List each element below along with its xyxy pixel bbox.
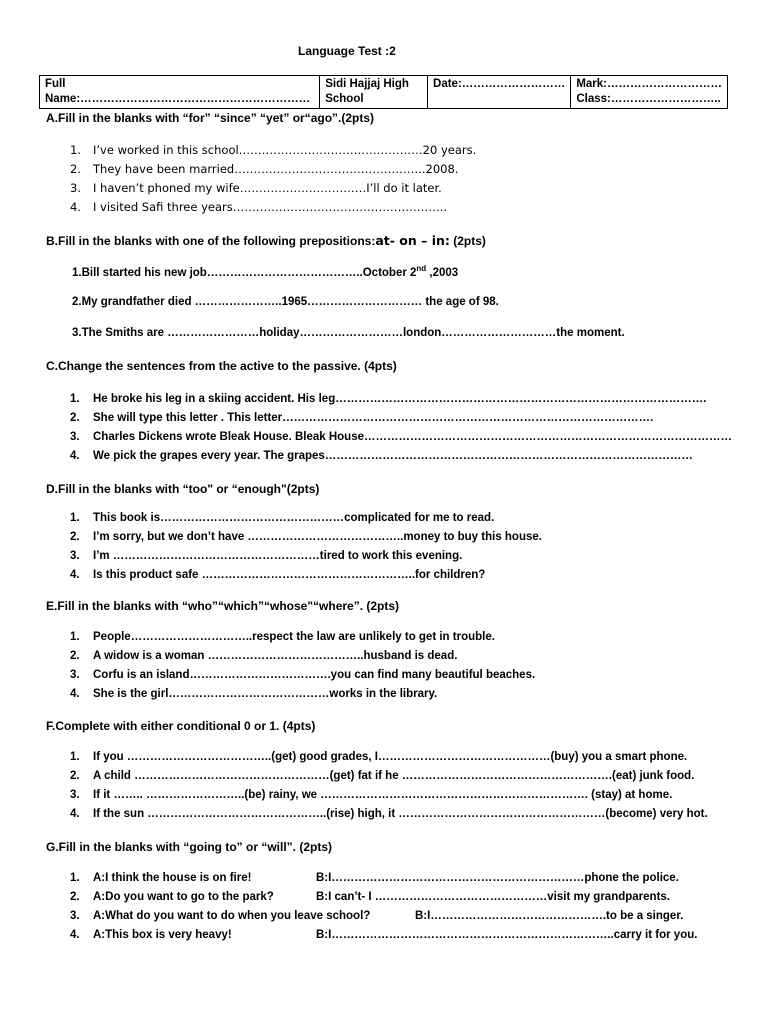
- list-item[interactable]: [70, 547, 542, 566]
- list-item[interactable]: [70, 805, 708, 824]
- item-text: Charles Dickens wrote Bleak House. Bleak House……………………………………………………………………………………: [93, 431, 732, 443]
- list-item[interactable]: [70, 666, 535, 685]
- section-b-title-b: at- on – in:: [375, 233, 450, 248]
- school-cell: [320, 76, 428, 109]
- page-title: Language Test :2: [298, 44, 396, 58]
- class-label: Class:………………………..: [576, 93, 721, 105]
- item-number: 1.: [70, 393, 80, 405]
- date-label: Date:………………………: [433, 78, 566, 90]
- dialogue-a: A:I think the house is on fire!: [93, 872, 252, 884]
- item-number: 2.: [70, 412, 80, 424]
- item-text: A child ……………………………………………(get) fat if he ……………………………………………….(eat) junk food.: [93, 770, 695, 782]
- item-text: She is the girl……………………………………works in the library.: [93, 688, 438, 700]
- item-text: If you ………………………………..(get) good grades, I………………………………………(buy) you a smart phone.: [93, 751, 688, 763]
- item-text: They have been married…………………………………………..2008.: [93, 162, 459, 176]
- list-item[interactable]: [70, 786, 708, 805]
- item-number: 4.: [70, 688, 80, 700]
- item-number: 2.: [70, 770, 80, 782]
- item-number: 3.: [70, 431, 80, 443]
- item-number: 4.: [70, 569, 80, 581]
- item-number: 1.: [70, 512, 80, 524]
- section-b-line-3[interactable]: 3.The Smiths are ……………………holiday………………………london…………………………the moment.: [72, 327, 625, 339]
- school-line-1: Sidi Hajjaj High: [325, 78, 409, 90]
- item-text: I’ve worked in this school…………………………………………20 years.: [93, 143, 477, 157]
- list-item[interactable]: [70, 888, 670, 907]
- list-item[interactable]: [70, 198, 476, 217]
- full-name-label-2: Name:……………………………………………………: [45, 93, 311, 105]
- item-text: People…………………………..respect the law are unlikely to get in trouble.: [93, 631, 495, 643]
- section-b-line-1[interactable]: [72, 264, 458, 279]
- list-item[interactable]: [70, 447, 732, 466]
- item-text: He broke his leg in a skiing accident. His leg…………………………………………………………………………………….: [93, 393, 707, 405]
- item-number: 1.: [70, 631, 80, 643]
- item-number: 2.: [70, 162, 81, 176]
- item-number: 1.: [70, 143, 81, 157]
- section-b-line-2[interactable]: 2.My grandfather died …………………..1965………………………… the age of 98.: [72, 296, 499, 308]
- list-item[interactable]: [70, 509, 542, 528]
- dialogue-b: B:I………………………………………………………………..carry it for you.: [316, 929, 698, 941]
- date-cell[interactable]: [428, 76, 571, 109]
- list-item[interactable]: [70, 179, 476, 198]
- item-text: I’m ………………………………………………tired to work this evening.: [93, 550, 463, 562]
- dialogue-b: B:I…………………………………………………………phone the police.: [316, 872, 679, 884]
- section-c-list: [70, 390, 732, 466]
- item-text: Corfu is an island……………………………….you can find many beautiful beaches.: [93, 669, 536, 681]
- list-item[interactable]: [70, 409, 732, 428]
- section-d-title: D.Fill in the blanks with “too" or “enough"(2pts): [46, 482, 320, 496]
- list-item[interactable]: [70, 748, 708, 767]
- list-item[interactable]: [70, 428, 732, 447]
- dialogue-b: B:I……………………………………….to be a singer.: [415, 910, 684, 922]
- item-number: 4.: [70, 200, 81, 214]
- dialogue-a: A:Do you want to go to the park?: [93, 891, 274, 903]
- list-item[interactable]: [70, 685, 535, 704]
- item-text: I haven’t phoned my wife……………………………I’ll do it later.: [93, 181, 442, 195]
- list-item[interactable]: [70, 767, 708, 786]
- section-a-list: [70, 141, 476, 217]
- item-number: 4.: [70, 808, 80, 820]
- dialogue-a: A:What do you want to do when you leave school?: [93, 910, 371, 922]
- item-number: 2.: [70, 531, 80, 543]
- list-item[interactable]: [70, 647, 535, 666]
- item-number: 3.: [70, 789, 80, 801]
- section-b-title: [46, 233, 486, 248]
- list-item[interactable]: [70, 528, 542, 547]
- list-item[interactable]: [70, 390, 732, 409]
- full-name-label-1: Full: [45, 78, 66, 90]
- list-item[interactable]: [70, 926, 698, 945]
- section-g-title: G.Fill in the blanks with “going to” or “will”. (2pts): [46, 840, 332, 854]
- section-f-list: [70, 748, 708, 824]
- item-text: If it …….. ……………………..(be) rainy, we ……………………………………………………………. (stay) at home.: [93, 789, 673, 801]
- item-number: 1.: [70, 872, 80, 884]
- section-a-title: A.Fill in the blanks with “for” “since” “yet” or“ago”.(2pts): [46, 111, 375, 125]
- section-f-title: F.Complete with either conditional 0 or 1. (4pts): [46, 719, 316, 733]
- line-1-sup: nd: [416, 264, 427, 273]
- dialogue-a: A:This box is very heavy!: [93, 929, 232, 941]
- section-e-list: [70, 628, 535, 704]
- item-text: This book is…………………………………………complicated for me to read.: [93, 512, 495, 524]
- list-item[interactable]: [70, 869, 679, 888]
- item-text: I visited Safi three years………………………………………………..: [93, 200, 448, 214]
- item-number: 1.: [70, 751, 80, 763]
- item-number: 3.: [70, 910, 80, 922]
- item-number: 4.: [70, 450, 80, 462]
- item-number: 3.: [70, 669, 80, 681]
- list-item[interactable]: [70, 160, 476, 179]
- item-text: She will type this letter . This letter…………………………………………………………………………………….: [93, 412, 654, 424]
- section-b-title-a: B.Fill in the blanks with one of the following prepositions:: [46, 234, 376, 248]
- item-text: I’m sorry, but we don’t have …………………………………..money to buy this house.: [93, 531, 542, 543]
- item-number: 3.: [70, 181, 81, 195]
- item-number: 2.: [70, 650, 80, 662]
- mark-label: Mark:…………………………: [576, 78, 722, 90]
- full-name-cell[interactable]: [40, 76, 320, 109]
- line-1-text-end: ,2003: [426, 266, 459, 279]
- mark-class-cell[interactable]: [571, 76, 728, 109]
- item-text: We pick the grapes every year. The grapes……………………………………………………………………………………: [93, 450, 693, 462]
- dialogue-b: B:I can’t- I ………………………………………visit my grandparents.: [316, 891, 670, 903]
- list-item[interactable]: [70, 141, 476, 160]
- section-b-title-c: (2pts): [449, 234, 486, 248]
- section-e-title: E.Fill in the blanks with “who”“which”“whose"“where”. (2pts): [46, 599, 400, 613]
- item-text: If the sun ………………………………………..(rise) high, it ………………………………………………(become) very hot.: [93, 808, 708, 820]
- school-line-2: School: [325, 93, 364, 105]
- section-d-list: [70, 509, 542, 585]
- list-item[interactable]: [70, 907, 684, 926]
- item-number: 3.: [70, 550, 80, 562]
- item-text: Is this product safe ………………………………………………..for children?: [93, 569, 486, 581]
- header-table: [39, 75, 728, 109]
- list-item[interactable]: [70, 566, 542, 585]
- list-item[interactable]: [70, 628, 535, 647]
- section-c-title: C.Change the sentences from the active to the passive. (4pts): [46, 359, 397, 373]
- section-g-list: [70, 869, 698, 945]
- item-number: 2.: [70, 891, 80, 903]
- line-1-text: 1.Bill started his new job…………………………………..October 2: [72, 266, 417, 279]
- item-number: 4.: [70, 929, 80, 941]
- item-text: A widow is a woman …………………………………..husband is dead.: [93, 650, 458, 662]
